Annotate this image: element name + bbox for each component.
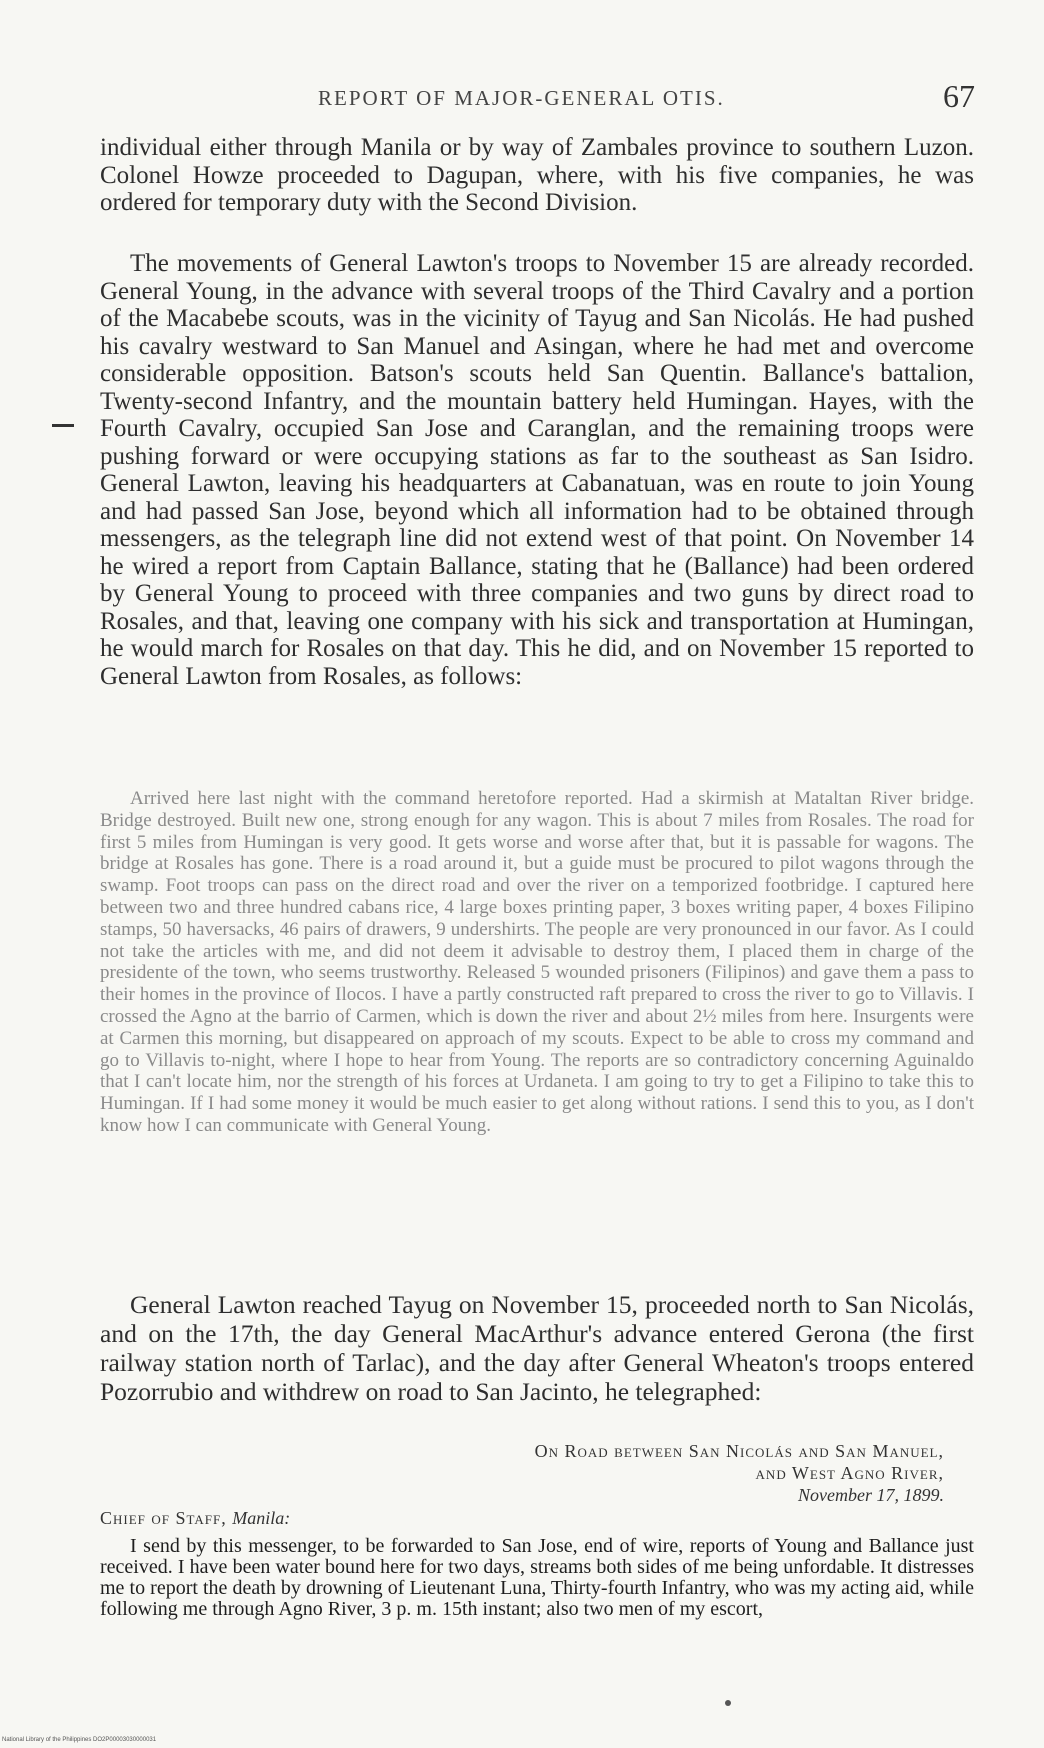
telegram-body: I send by this messenger, to be forwarded to San Jose, end of wire, reports of Young and Ballance just received. I have been water bound here for two days, streams both sides of me being unfordable. It distresses me to report the death by drowning of Lieutenant Luna, Thirty-fourth Infantry, who was my acting aid, while following me through Agno River, 3 p. m. 15th instant; also two men of my escort, [100, 1535, 974, 1620]
dateline-date: November 17, 1899. [798, 1485, 944, 1505]
page-number: 67 [943, 78, 975, 114]
salutation-place: Manila: [232, 1508, 291, 1528]
source-footer: National Library of the Philippines DO2P00003030000031 [2, 1737, 157, 1743]
dateline-line-2: and West Agno River, [755, 1463, 944, 1483]
paragraph-lawton-movements [100, 250, 974, 690]
ballance-report-quote: Arrived here last night with the command heretofore reported. Had a skirmish at Mataltan River bridge. Bridge destroyed. Built new one, strong enough for any wagon. This is about 7 miles from Rosales. The road for first 5 miles from Humingan is very good. It gets worse and worse after that, but it is passable for wagons. The bridge at Rosales has gone. There is a road around it, but a guide must be procured to pilot wagons through the swamp. Foot troops can pass on the direct road and over the river on a temporized footbridge. I captured here between two and three hundred cabans rice, 4 large boxes printing paper, 3 boxes writing paper, 4 boxes Filipino stamps, 50 haversacks, 46 pairs of drawers, 9 undershirts. The people are very pronounced in our favor. As I could not take the articles with me, and did not deem it advisable to destroy them, I placed them in charge of the presidente of the town, who seems trustworthy. Released 5 wounded prisoners (Filipinos) and gave them a pass to their homes in the province of Ilocos. I have a partly constructed raft prepared to cross the river to go to Villavis. I crossed the Agno at the barrio of Carmen, which is down the river and about 2½ miles from here. Insurgents were at Carmen this morning, but disappeared on approach of my scouts. Expect to be able to cross my command and go to Villavis to-night, where I hope to hear from Young. The reports are so contradictory concerning Aguinaldo that I can't locate him, nor the strength of his forces at Urdaneta. I am going to try to get a Filipino to take this to Humingan. If I had some money it would be much easier to get along without rations. I send this to you, as I don't know how I can communicate with General Young. [100, 788, 974, 1136]
paragraph-text: individual either through Manila or by way of Zambales province to southern Luzon. Colonel Howze proceeded to Dagupan, where, with his five companies, he was ordered for temporary duty with the Second Division. [100, 134, 974, 216]
paragraph-lawton-tayug [100, 1290, 974, 1406]
page-header [100, 78, 980, 118]
margin-mark [52, 424, 74, 427]
telegram-salutation [100, 1508, 290, 1529]
paragraph-text: The movements of General Lawton's troops to November 15 are already recorded. General Young, in the advance with several troops of the Third Cavalry and a portion of the Macabebe scouts, was in the vicinity of Tayug and San Nicolás. He had pushed his cavalry westward to San Manuel and Asingan, where he had met and overcome considerable opposition. Batson's scouts held San Quentin. Ballance's battalion, Twenty-second Infantry, and the mountain battery held Humingan. Hayes, with the Fourth Cavalry, occupied San Jose and Caranglan, and the remaining troops were pushing forward or were occupying stations as far to the southeast as San Isidro. General Lawton, leaving his headquarters at Cabanatuan, was en route to join Young and had passed San Jose, beyond which all information had to be obtained through messengers, as the telegraph line did not extend west of that point. On November 14 he wired a report from Captain Ballance, stating that he (Ballance) had been ordered by General Young to proceed with three companies and two guns by direct road to Rosales, and that, leaving one company with his sick and transportation at Humingan, he would march for Rosales on that day. This he did, and on November 15 reported to General Lawton from Rosales, as follows: [100, 250, 974, 690]
telegram-dateline [100, 1440, 944, 1506]
salutation-title: Chief of Staff, [100, 1508, 227, 1528]
page-speck [725, 1700, 731, 1706]
dateline-line-1: On Road between San Nicolás and San Manuel, [534, 1441, 944, 1461]
running-head: REPORT OF MAJOR-GENERAL OTIS. [318, 86, 725, 110]
paragraph-continuation [100, 134, 974, 217]
paragraph-text: General Lawton reached Tayug on November 15, proceeded north to San Nicolás, and on the 17th, the day General MacArthur's advance entered Gerona (the first railway station north of Tarlac), and the day after General Wheaton's troops entered Pozorrubio and withdrew on road to San Jacinto, he telegraphed: [100, 1290, 974, 1406]
